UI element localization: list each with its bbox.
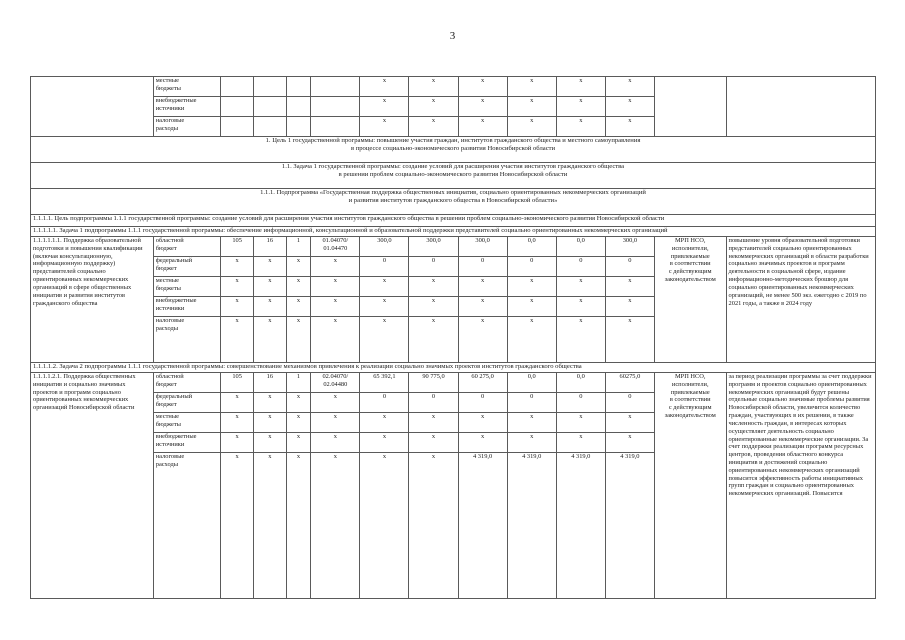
value-cell: x bbox=[360, 77, 409, 97]
value-cell: x bbox=[458, 297, 507, 317]
code-cell: x bbox=[254, 413, 287, 433]
code-cell: x bbox=[311, 453, 360, 599]
code-cell: x bbox=[286, 277, 311, 297]
code-cell bbox=[286, 97, 311, 117]
responsible-cell bbox=[654, 77, 726, 137]
source-cell: местные бюджеты bbox=[153, 413, 221, 433]
header-subgoal: 1.1.1.1. Цель подпрограммы 1.1.1 государственной программы: создание условий для расширения участия институтов гражданского общества в решении проблем социально-экономического развития Новосибирской области bbox=[31, 215, 876, 227]
code-cell bbox=[286, 117, 311, 137]
table-row bbox=[31, 77, 876, 97]
value-cell: x bbox=[507, 117, 556, 137]
code-cell: x bbox=[311, 393, 360, 413]
code-cell bbox=[221, 117, 254, 137]
value-cell: x bbox=[605, 77, 654, 97]
code-cell: x bbox=[311, 413, 360, 433]
code-cell bbox=[254, 77, 287, 97]
header-subprogram: 1.1.1. Подпрограмма «Государственная поддержка общественных инициатив, социально ориентированных некоммерческих организаций и развития институтов гражданского общества в Новосибирской области» bbox=[31, 189, 876, 215]
code-cell bbox=[311, 97, 360, 117]
value-cell: 300,0 bbox=[458, 237, 507, 257]
activity-cell: 1.1.1.1.2.1. Поддержка общественных инициатив и социально значимых проектов и программ социально ориентированных некоммерческих организаций Новосибирской области bbox=[31, 373, 154, 599]
source-cell: внебюджетные источники bbox=[153, 433, 221, 453]
table-row bbox=[31, 137, 876, 163]
source-cell: налоговые расходы bbox=[153, 317, 221, 363]
value-cell: x bbox=[409, 277, 458, 297]
value-cell: x bbox=[458, 117, 507, 137]
value-cell: x bbox=[556, 413, 605, 433]
value-cell: 0 bbox=[605, 393, 654, 413]
code-cell: x bbox=[221, 453, 254, 599]
value-cell: 0 bbox=[556, 257, 605, 277]
value-cell: 60 275,0 bbox=[458, 373, 507, 393]
value-cell: x bbox=[360, 297, 409, 317]
value-cell: x bbox=[360, 433, 409, 453]
value-cell: x bbox=[409, 317, 458, 363]
value-cell: x bbox=[360, 117, 409, 137]
program-activities-table bbox=[30, 76, 876, 599]
source-cell: местные бюджеты bbox=[153, 77, 221, 97]
code-cell: x bbox=[286, 413, 311, 433]
code-cell: x bbox=[254, 393, 287, 413]
value-cell: x bbox=[507, 413, 556, 433]
value-cell: x bbox=[605, 433, 654, 453]
code-cell bbox=[221, 77, 254, 97]
code-cell: x bbox=[221, 317, 254, 363]
value-cell: 0 bbox=[507, 393, 556, 413]
value-cell: x bbox=[458, 277, 507, 297]
value-cell: 4 319,0 bbox=[556, 453, 605, 599]
value-cell: 0 bbox=[458, 393, 507, 413]
value-cell: x bbox=[409, 453, 458, 599]
value-cell: 0,0 bbox=[507, 237, 556, 257]
code-cell: 16 bbox=[254, 237, 287, 257]
value-cell: x bbox=[605, 97, 654, 117]
value-cell: x bbox=[507, 297, 556, 317]
code-cell: x bbox=[254, 453, 287, 599]
code-cell: 02.04070/ 02.04480 bbox=[311, 373, 360, 393]
value-cell: 0 bbox=[409, 393, 458, 413]
table-row bbox=[31, 215, 876, 227]
code-cell: x bbox=[286, 453, 311, 599]
code-cell: x bbox=[311, 257, 360, 277]
source-cell: внебюджетные источники bbox=[153, 97, 221, 117]
source-cell: областной бюджет bbox=[153, 237, 221, 257]
value-cell: x bbox=[605, 317, 654, 363]
table-row bbox=[31, 227, 876, 237]
code-cell: 105 bbox=[221, 237, 254, 257]
value-cell: x bbox=[605, 297, 654, 317]
header-goal: 1. Цель 1 государственной программы: повышение участия граждан, институтов гражданского общества и местного самоуправления в процессе социально-экономического развития Новосибирской области bbox=[31, 137, 876, 163]
code-cell: x bbox=[221, 277, 254, 297]
activity-cell: 1.1.1.1.1.1. Поддержка образовательной подготовки и повышения квалификации (включая консультационную, информационную поддержку) представителей социально ориентированных некоммерческих организаций в сфере общественных инициатив и развития институтов гражданского общества bbox=[31, 237, 154, 363]
value-cell: x bbox=[556, 297, 605, 317]
value-cell: x bbox=[409, 433, 458, 453]
value-cell: x bbox=[605, 277, 654, 297]
value-cell: 0,0 bbox=[507, 373, 556, 393]
value-cell: x bbox=[458, 413, 507, 433]
table-row bbox=[31, 163, 876, 189]
value-cell: x bbox=[556, 277, 605, 297]
code-cell: x bbox=[311, 317, 360, 363]
value-cell: x bbox=[360, 97, 409, 117]
code-cell bbox=[221, 97, 254, 117]
value-cell: x bbox=[409, 77, 458, 97]
value-cell: 0 bbox=[605, 257, 654, 277]
responsible-cell: МРП НСО, исполнители, привлекаемые в соответствии с действующим законодательством bbox=[654, 237, 726, 363]
source-cell: федеральный бюджет bbox=[153, 257, 221, 277]
value-cell: 300,0 bbox=[360, 237, 409, 257]
value-cell: 65 392,1 bbox=[360, 373, 409, 393]
code-cell: 105 bbox=[221, 373, 254, 393]
value-cell: x bbox=[556, 433, 605, 453]
table-row bbox=[31, 189, 876, 215]
source-cell: внебюджетные источники bbox=[153, 297, 221, 317]
value-cell: x bbox=[360, 317, 409, 363]
value-cell: x bbox=[507, 97, 556, 117]
value-cell: 4 319,0 bbox=[458, 453, 507, 599]
value-cell: x bbox=[605, 117, 654, 137]
value-cell: 0 bbox=[556, 393, 605, 413]
value-cell: 90 775,0 bbox=[409, 373, 458, 393]
value-cell: 4 319,0 bbox=[605, 453, 654, 599]
value-cell: x bbox=[458, 97, 507, 117]
code-cell bbox=[254, 97, 287, 117]
code-cell bbox=[311, 117, 360, 137]
value-cell: 60275,0 bbox=[605, 373, 654, 393]
value-cell: 0,0 bbox=[556, 373, 605, 393]
value-cell: 0 bbox=[360, 257, 409, 277]
value-cell: x bbox=[360, 277, 409, 297]
source-cell: федеральный бюджет bbox=[153, 393, 221, 413]
table-row bbox=[31, 237, 876, 257]
code-cell: x bbox=[311, 277, 360, 297]
value-cell: x bbox=[458, 317, 507, 363]
value-cell: 0 bbox=[360, 393, 409, 413]
value-cell: x bbox=[507, 277, 556, 297]
value-cell: x bbox=[507, 317, 556, 363]
table-row bbox=[31, 363, 876, 373]
table-row bbox=[31, 373, 876, 393]
source-cell: налоговые расходы bbox=[153, 453, 221, 599]
value-cell: 0 bbox=[458, 257, 507, 277]
source-cell: областной бюджет bbox=[153, 373, 221, 393]
code-cell: x bbox=[221, 433, 254, 453]
page-number: 3 bbox=[449, 30, 456, 42]
code-cell: x bbox=[254, 297, 287, 317]
code-cell: x bbox=[221, 393, 254, 413]
code-cell bbox=[254, 117, 287, 137]
code-cell: x bbox=[221, 413, 254, 433]
value-cell: x bbox=[409, 117, 458, 137]
code-cell: x bbox=[311, 297, 360, 317]
result-cell: за период реализации программы за счет поддержки программ и проектов социально ориентированных некоммерческих организаций будут решены отдельные социально значимые проблемы развития Новосибирской области, увеличится количество граждан, участвующих в их решении, в также численность граждан, в интересах которых осуществляет деятельность социально ориентированные некоммерческие организации. За счет поддержки реализации программ ресурсных центров, проведения областного конкурса инициатив и достижений социально ориентированных некоммерческих организаций повысится эффективность работы инициативных групп граждан и социально ориентированных некоммерческих организаций. Повысится bbox=[726, 373, 875, 599]
value-cell: x bbox=[458, 77, 507, 97]
source-cell: местные бюджеты bbox=[153, 277, 221, 297]
code-cell: x bbox=[221, 297, 254, 317]
value-cell: x bbox=[507, 433, 556, 453]
value-cell: x bbox=[409, 413, 458, 433]
value-cell: 0 bbox=[507, 257, 556, 277]
code-cell: x bbox=[221, 257, 254, 277]
code-cell: x bbox=[286, 317, 311, 363]
code-cell: x bbox=[254, 433, 287, 453]
value-cell: x bbox=[556, 117, 605, 137]
header-subtask1: 1.1.1.1.1. Задача 1 подпрограммы 1.1.1 государственной программы: обеспечение информационной, консультационной и образовательной поддержки представителей социально ориентированных некоммерческих организаций bbox=[31, 227, 876, 237]
code-cell bbox=[286, 77, 311, 97]
value-cell: x bbox=[556, 317, 605, 363]
value-cell: 300,0 bbox=[605, 237, 654, 257]
code-cell: x bbox=[286, 297, 311, 317]
value-cell: x bbox=[605, 413, 654, 433]
code-cell bbox=[311, 77, 360, 97]
value-cell: 4 319,0 bbox=[507, 453, 556, 599]
value-cell: 300,0 bbox=[409, 237, 458, 257]
header-subtask2: 1.1.1.1.2. Задача 2 подпрограммы 1.1.1 государственной программы: совершенствование механизмов привлечения к реализации социально значимых проектов институтов гражданского общества bbox=[31, 363, 876, 373]
result-cell: повышение уровня образовательной подготовки представителей социально ориентированных некоммерческих организаций в области разработки социально значимых проектов и программ деятельности в социальной сфере, издание информационно-методических брошюр для социально ориентированных некоммерческих организаций, не менее 500 экз. ежегодно с 2019 по 2021 годы, а также в 2024 году bbox=[726, 237, 875, 363]
value-cell: 0 bbox=[409, 257, 458, 277]
value-cell: x bbox=[360, 413, 409, 433]
code-cell: x bbox=[286, 433, 311, 453]
code-cell: x bbox=[254, 257, 287, 277]
value-cell: x bbox=[458, 433, 507, 453]
header-task: 1.1. Задача 1 государственной программы: создание условий для расширения участия институтов гражданского общества в решении проблем социально-экономического развития Новосибирской области bbox=[31, 163, 876, 189]
code-cell: x bbox=[254, 317, 287, 363]
code-cell: x bbox=[311, 433, 360, 453]
source-cell: налоговые расходы bbox=[153, 117, 221, 137]
code-cell: x bbox=[286, 257, 311, 277]
code-cell: x bbox=[254, 277, 287, 297]
value-cell: 0,0 bbox=[556, 237, 605, 257]
result-cell bbox=[726, 77, 875, 137]
value-cell: x bbox=[556, 97, 605, 117]
responsible-cell: МРП НСО, исполнители, привлекаемые в соответствии с действующим законодательством bbox=[654, 373, 726, 599]
code-cell: 1 bbox=[286, 237, 311, 257]
value-cell: x bbox=[360, 453, 409, 599]
activity-cell bbox=[31, 77, 154, 137]
code-cell: 01.04070/ 01.04470 bbox=[311, 237, 360, 257]
value-cell: x bbox=[556, 77, 605, 97]
code-cell: 16 bbox=[254, 373, 287, 393]
code-cell: 1 bbox=[286, 373, 311, 393]
value-cell: x bbox=[409, 297, 458, 317]
code-cell: x bbox=[286, 393, 311, 413]
value-cell: x bbox=[409, 97, 458, 117]
value-cell: x bbox=[507, 77, 556, 97]
